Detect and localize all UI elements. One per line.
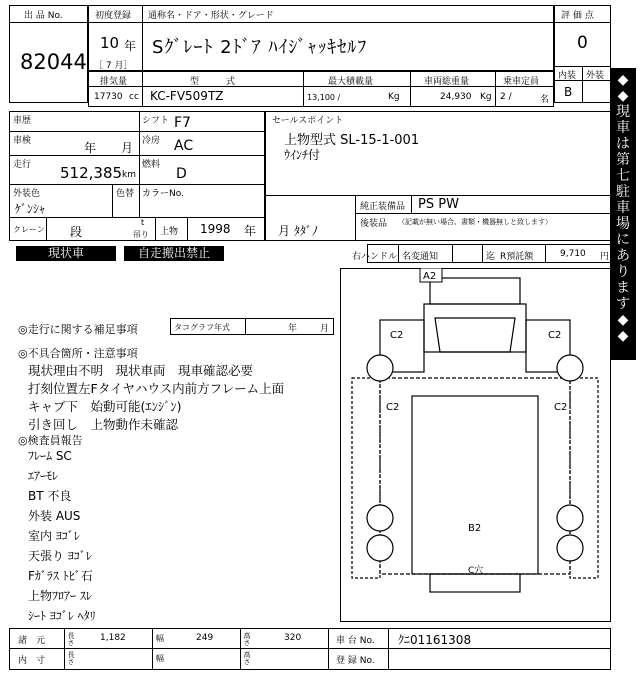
damage-label: C2 bbox=[548, 330, 562, 341]
cab-windshield bbox=[435, 318, 515, 352]
length-label: 長さ bbox=[67, 632, 75, 646]
gross-weight-unit: Kg bbox=[480, 92, 492, 102]
inner-dims-label: 内 寸 bbox=[18, 656, 46, 666]
equipment-label: 純正装備品 bbox=[360, 202, 406, 212]
crane-hang: 吊り bbox=[133, 230, 149, 239]
chassis-label: 車 台 No. bbox=[336, 636, 375, 646]
chassis-value: ｸﾆ01161308 bbox=[398, 633, 472, 647]
recycle-unit: 円 bbox=[600, 252, 610, 262]
until-label: 迄 bbox=[486, 252, 496, 262]
inspector-line: ﾌﾚｰﾑ SC bbox=[28, 449, 72, 463]
reg-no-label: 登 録 No. bbox=[336, 656, 375, 666]
rating-label: 評 価 点 bbox=[561, 11, 594, 21]
fuel-label: 燃料 bbox=[142, 160, 161, 170]
bed-year-unit: 年 bbox=[244, 224, 257, 238]
wheel-rear-right-1 bbox=[557, 505, 583, 531]
first-reg-month: ［ 7 月］ bbox=[94, 61, 133, 71]
bed-year: 1998 bbox=[200, 222, 231, 236]
height-value: 320 bbox=[284, 633, 302, 643]
fuel-value: D bbox=[176, 166, 187, 182]
dims-label: 諸 元 bbox=[18, 636, 46, 646]
displacement-label: 排気量 bbox=[100, 77, 128, 87]
inspection-label: 車検 bbox=[13, 136, 32, 146]
defect-line: 引き回し 上物動作未確認 bbox=[28, 417, 179, 432]
capacity-value: 2 / bbox=[500, 92, 512, 102]
tacho-year: 年 bbox=[288, 324, 298, 334]
inspection-year: 年 bbox=[84, 141, 97, 155]
first-reg-label: 初度登録 bbox=[95, 11, 132, 21]
inspector-line: Fｶﾞﾗｽ ﾄﾋﾞ石 bbox=[28, 569, 93, 583]
self-drive-ban-badge: 自走搬出禁止 bbox=[124, 246, 224, 261]
truck-diagram bbox=[340, 268, 611, 622]
lot-label: 出 品 No. bbox=[24, 11, 63, 21]
defect-line: 打刻位置左Fタイヤハウス内前方フレーム上面 bbox=[28, 381, 285, 396]
capacity-unit: 名 bbox=[540, 95, 550, 105]
capacity-label: 乗車定員 bbox=[503, 77, 540, 87]
inspector-line: 室内 ﾖｺﾞﾚ bbox=[28, 529, 80, 543]
sales-point-2: ｳｲﾝﾁ付 bbox=[284, 148, 321, 162]
color-no-label: カラーNo. bbox=[142, 189, 184, 199]
width-value: 249 bbox=[196, 633, 214, 643]
type-label: 型 式 bbox=[190, 77, 236, 87]
inspector-title: ◎検査員報告 bbox=[18, 434, 83, 447]
sales-point-label: セールスポイント bbox=[272, 116, 344, 126]
damage-label: C2 bbox=[554, 402, 568, 413]
inspector-line: 外装 AUS bbox=[28, 509, 81, 523]
ext-color-label: 外装色 bbox=[13, 189, 41, 199]
damage-label: C2 bbox=[390, 330, 404, 341]
wheel-front-left bbox=[367, 355, 393, 381]
crane-label: クレーン bbox=[13, 225, 45, 234]
max-load-value: 13,100 / bbox=[307, 93, 341, 102]
wheel-rear-right-2 bbox=[557, 535, 583, 561]
inspector-line: 天張り ﾖｺﾞﾚ bbox=[28, 549, 92, 563]
type-value: KC-FV509TZ bbox=[150, 89, 224, 103]
bed-inner bbox=[412, 396, 538, 574]
gross-weight-label: 車両総重量 bbox=[424, 77, 470, 87]
driving-notes-title: ◎走行に関する補足事項 bbox=[18, 323, 138, 336]
history-label: 車歴 bbox=[13, 116, 32, 126]
defect-line: 現状理由不明 現状車両 現車確認必要 bbox=[28, 363, 254, 378]
damage-label: B2 bbox=[468, 523, 482, 534]
damage-label: A2 bbox=[423, 271, 437, 282]
model-name: Sｸﾞﾚｰﾄ 2ﾄﾞｱ ﾊｲｼﾞｬｯｷｾﾙﾌ bbox=[152, 37, 368, 58]
inner-length-label: 長さ bbox=[67, 651, 75, 665]
length-value: 1,182 bbox=[100, 633, 126, 643]
mileage-unit: km bbox=[122, 170, 136, 180]
interior-value: B bbox=[564, 85, 573, 99]
inspector-line: BT 不良 bbox=[28, 489, 72, 503]
wheel-front-right bbox=[557, 355, 583, 381]
sales-point-1: 上物型式 SL-15-1-001 bbox=[284, 133, 420, 148]
max-load-label: 最大積載量 bbox=[328, 77, 374, 87]
recycle-value: 9,710 bbox=[560, 249, 586, 259]
ac-label: 冷房 bbox=[142, 136, 161, 146]
rhd-label: 右ハンドル bbox=[352, 252, 398, 262]
cab-top-inner bbox=[430, 278, 520, 304]
ext-color-value: ｹﾞﾝｼｬ bbox=[15, 202, 46, 216]
mileage-label: 走行 bbox=[13, 160, 32, 170]
crane-ton: t bbox=[141, 218, 145, 227]
damage-label: C2 bbox=[386, 402, 400, 413]
equipment-value: PS PW bbox=[418, 197, 459, 212]
defect-line: キャブ下 始動可能(ｴﾝｼﾞﾝ) bbox=[28, 399, 182, 414]
rating-value: 0 bbox=[577, 33, 588, 53]
inspector-line: 上物ﾌﾛｱｰ ｽﾚ bbox=[28, 589, 92, 603]
width-label: 幅 bbox=[156, 634, 164, 643]
inspector-line: ｼｰﾄ ﾖｺﾞﾚ ﾍﾀﾘ bbox=[28, 609, 96, 623]
mileage-value: 512,385 bbox=[60, 164, 123, 182]
lot-number: 82044 bbox=[20, 50, 87, 74]
year-unit: 年 bbox=[124, 39, 137, 53]
bed-body bbox=[380, 378, 570, 574]
bed-label: 上物 bbox=[160, 227, 179, 237]
wheel-rear-left-2 bbox=[367, 535, 393, 561]
max-load-unit: Kg bbox=[388, 92, 400, 102]
retrofit-note: （記載が無い場合、書類・機器無しと致します） bbox=[398, 218, 552, 226]
exterior-label: 外装 bbox=[586, 71, 605, 81]
inner-width-label: 幅 bbox=[156, 654, 164, 663]
retrofit-label: 後装品 bbox=[360, 219, 388, 229]
crane-stage: 段 bbox=[70, 225, 83, 239]
inspector-line: ｴｱｰﾓﾚ bbox=[28, 469, 59, 483]
first-reg-year: 10 bbox=[100, 34, 120, 52]
inspection-month: 月 bbox=[121, 141, 134, 155]
ac-value: AC bbox=[174, 138, 194, 154]
recycle-label: R預託額 bbox=[500, 252, 534, 262]
shift-value: F7 bbox=[174, 115, 191, 131]
defects-title: ◎不具合箇所・注意事項 bbox=[18, 347, 138, 360]
displacement-unit: cc bbox=[129, 92, 139, 102]
rear-step bbox=[430, 574, 520, 592]
inner-height-label: 高さ bbox=[243, 651, 251, 665]
height-label: 高さ bbox=[243, 632, 251, 646]
interior-label: 内装 bbox=[558, 71, 577, 81]
damage-label: C穴 bbox=[468, 566, 484, 576]
bed-maker: ﾀﾀﾞﾉ bbox=[294, 224, 319, 238]
parking-location-note: ◆ ◆ 現 車 は 第 七 駐 車 場 に あ り ま す ◆ ◆ bbox=[610, 68, 636, 360]
color-change-label: 色替 bbox=[116, 189, 135, 199]
tacho-month: 月 bbox=[320, 324, 330, 334]
gross-weight-value: 24,930 bbox=[440, 92, 472, 102]
wheel-rear-left-1 bbox=[367, 505, 393, 531]
shift-label: シフト bbox=[142, 116, 170, 126]
current-vehicle-badge: 現状車 bbox=[16, 246, 116, 261]
displacement-value: 17730 bbox=[94, 92, 123, 102]
name-change-label: 名変通知 bbox=[402, 252, 439, 262]
bed-month-unit: 月 bbox=[278, 224, 291, 238]
model-label: 通称名・ドア・形状・グレード bbox=[148, 11, 274, 21]
tacho-label: タコグラフ年式 bbox=[174, 323, 230, 332]
